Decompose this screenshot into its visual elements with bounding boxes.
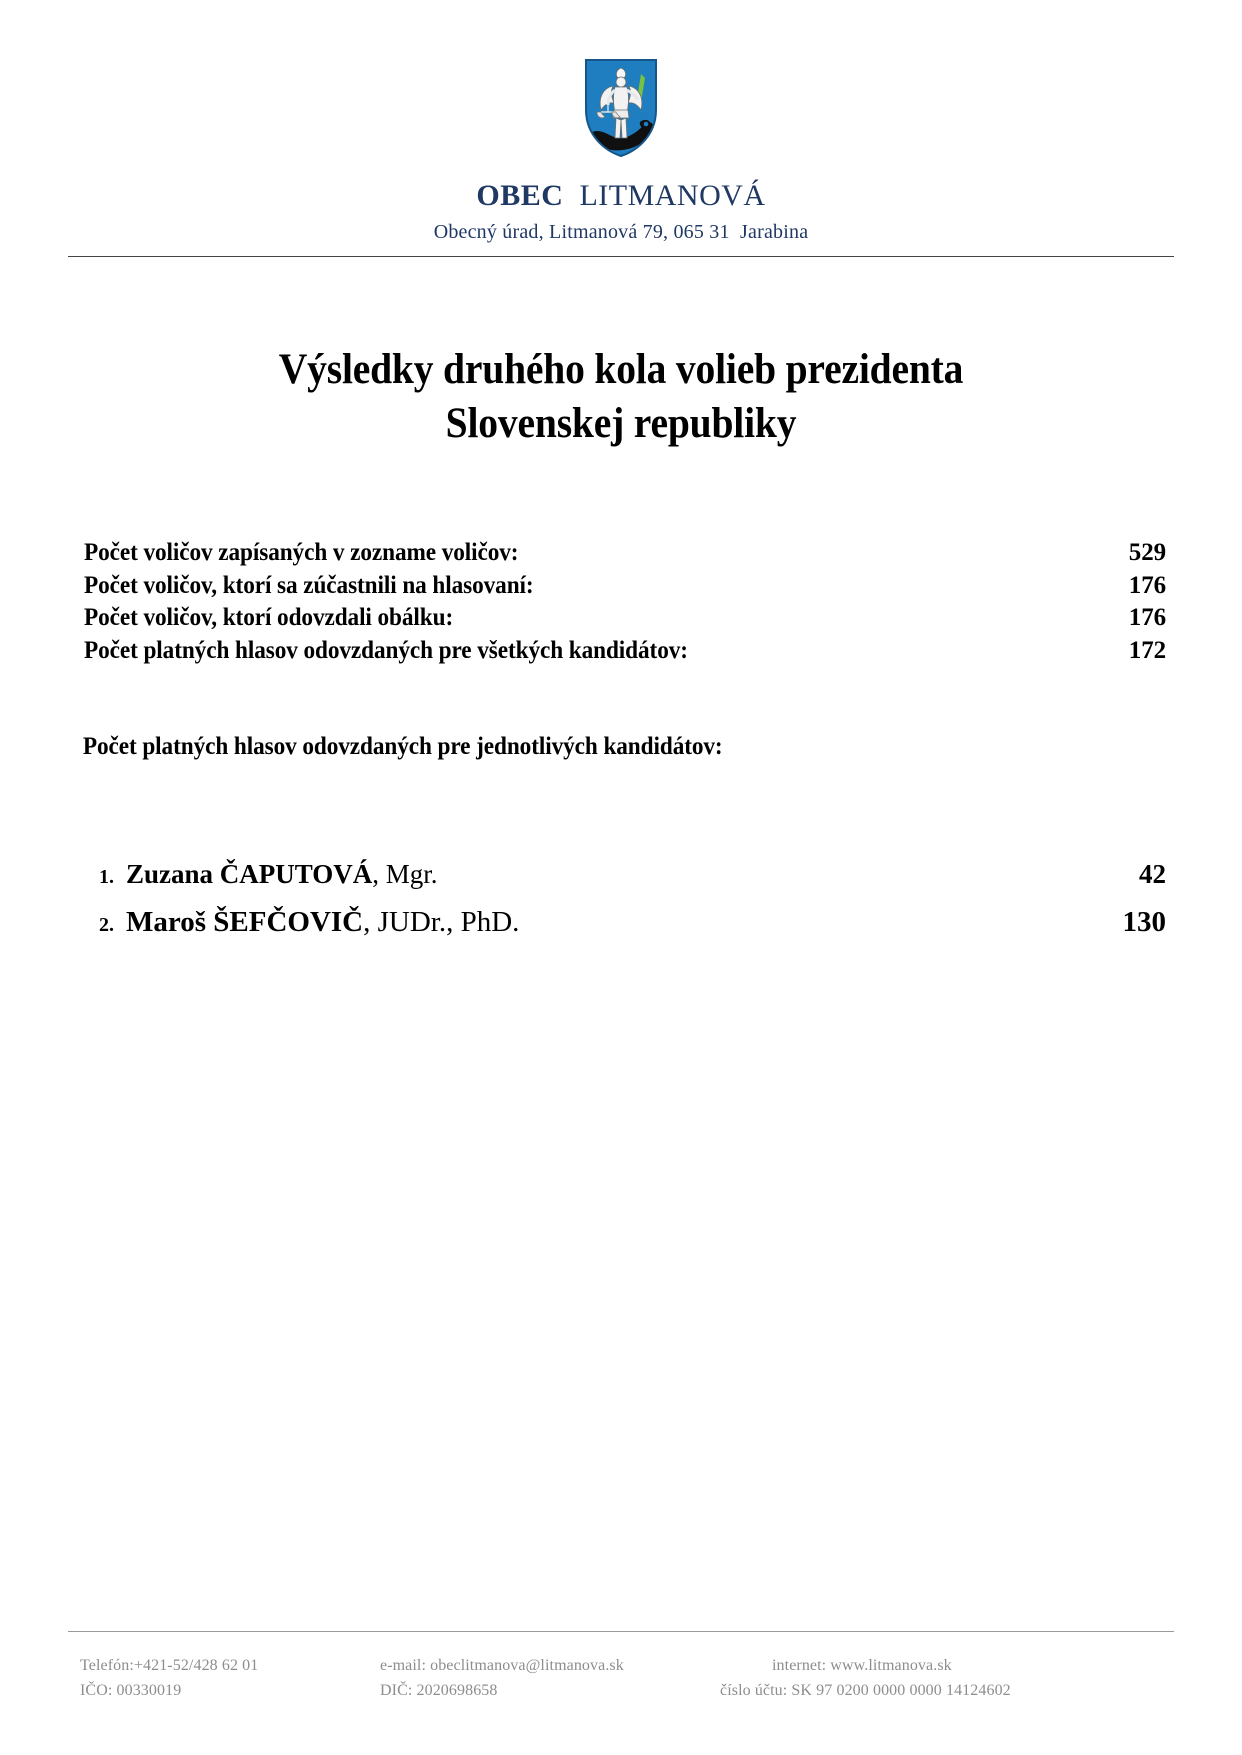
summary-row-valid-votes [84, 635, 1166, 668]
summary-row-envelopes [84, 602, 1166, 635]
candidates-heading: Počet platných hlasov odovzdaných pre jednotlivých kandidátov: [82, 732, 723, 760]
footer [68, 1631, 1174, 1703]
footer-phone: Telefón:+421-52/428 62 01 [80, 1657, 259, 1675]
footer-account-number: číslo účtu: SK 97 0200 0000 0000 14124602 [720, 1681, 1011, 1699]
candidate-number: 1. [99, 865, 114, 888]
summary-label: Počet voličov, ktorí odovzdali obálku: [84, 604, 454, 632]
summary-value: 176 [1128, 604, 1166, 632]
candidate-surname: ČAPUTOVÁ [219, 858, 373, 889]
summary-row-participated [84, 570, 1166, 603]
organization-name-obec: OBEC [476, 179, 564, 212]
footer-contact-grid [68, 1654, 1174, 1703]
summary-label: Počet voličov, ktorí sa zúčastnili na hlasovaní: [84, 571, 534, 599]
candidate-degree: , JUDr., PhD. [363, 905, 520, 938]
summary-label: Počet voličov zapísaných v zozname voličov: [84, 538, 519, 566]
header-divider [68, 256, 1174, 257]
candidates-list [68, 859, 1174, 939]
footer-internet: internet: www.litmanova.sk [772, 1657, 952, 1675]
summary-value: 529 [1128, 538, 1166, 566]
footer-email: e-mail: obeclitmanova@litmanova.sk [380, 1657, 624, 1675]
page-title-line-1: Výsledky druhého kola volieb prezidenta [278, 345, 964, 393]
organization-name-village: LITMANOVÁ [579, 179, 766, 212]
footer-divider [68, 1631, 1174, 1632]
candidate-vote-count: 42 [1139, 858, 1166, 889]
letterhead [68, 0, 1174, 257]
candidate-vote-count: 130 [1122, 905, 1166, 938]
summary-label: Počet platných hlasov odovzdaných pre všetkých kandidátov: [84, 637, 688, 665]
organization-name [68, 180, 1174, 212]
candidate-row [80, 906, 1166, 939]
footer-ico: IČO: 00330019 [80, 1681, 182, 1699]
candidate-given-name: Maroš [126, 905, 214, 938]
candidate-name [126, 906, 519, 939]
candidate-row [80, 859, 1166, 890]
footer-dic: DIČ: 2020698658 [380, 1681, 498, 1699]
candidate-surname: ŠEFČOVIČ [213, 905, 364, 938]
candidate-degree: , Mgr. [372, 858, 438, 889]
page-title-line-2: Slovenskej republiky [445, 399, 797, 447]
candidate-given-name: Zuzana [126, 858, 220, 889]
candidate-number: 2. [99, 913, 114, 936]
summary-stats [68, 537, 1174, 668]
candidate-name [126, 859, 438, 890]
summary-value: 176 [1128, 571, 1166, 599]
organization-address: Obecný úrad, Litmanová 79, 065 31 Jarabina [433, 220, 809, 243]
summary-value: 172 [1128, 637, 1166, 665]
page-title [112, 343, 1130, 451]
coat-of-arms-icon [583, 58, 659, 158]
summary-row-registered-voters [84, 537, 1166, 570]
